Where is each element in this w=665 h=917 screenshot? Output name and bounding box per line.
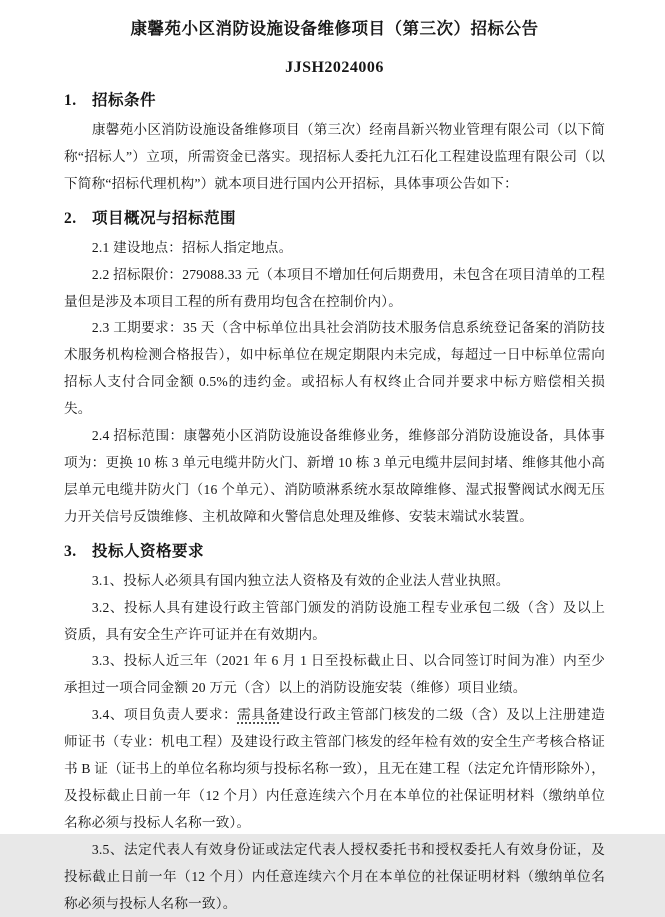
paragraph-3-1-legal-entity: 3.1、投标人必须具有国内独立法人资格及有效的企业法人营业执照。: [91, 572, 510, 588]
paragraph-3-4-rest: 建设行政主管部门核发的二级（含）及以上注册建造师证书（专业：机电工程）及建设行政主管部门核发的经年检有效的安全生产考核合格证书 B 证（证书上的单位名称均须与投标名称一致），且无在建工程（法定允许情形除外），及投标截止日前一年（12 个月）内任意连续六个月在本单位的社保证明材料（缴纳单位名称必须与投标人名称一致）。: [64, 707, 605, 830]
section-heading-3: [64, 538, 605, 565]
paragraph-3-3-track-record: 3.3、投标人近三年（2021 年 6 月 1 日至投标截止日、以合同签订时间为准）内至少承担过一项合同金额 20 万元（含）以上的消防设施安装（维修）项目业绩。: [64, 653, 605, 696]
paragraph-3-4-project-manager: [64, 702, 605, 837]
paragraph-3-5-legal-representative: 3.5、法定代表人有效身份证或法定代表人授权委托书和授权委托人有效身份证，及投标截止日前一年（12 个月）内任意连续六个月在本单位的社保证明材料（缴纳单位名称必须与投标人名称一致）。: [64, 841, 605, 911]
paragraph-3-2-qualification: 3.2、投标人具有建设行政主管部门颁发的消防设施工程专业承包二级（含）及以上资质，具有安全生产许可证并在有效期内。: [64, 599, 605, 642]
section-title: 项目概况与招标范围: [92, 209, 237, 227]
document-title: 康馨苑小区消防设施设备维修项目（第三次）招标公告: [130, 19, 539, 38]
section-title: 投标人资格要求: [92, 542, 205, 560]
section-heading-1: [64, 87, 605, 114]
paragraph-tender-conditions: 康馨苑小区消防设施设备维修项目（第三次）经南昌新兴物业管理有限公司（以下简称“招标人”）立项，所需资金已落实。现招标人委托九江石化工程建设监理有限公司（以下简称“招标代理机构”）就本项目进行国内公开招标，具体事项公告如下：: [64, 122, 605, 191]
section-number: 1.: [64, 92, 77, 109]
paragraph-2-1-location: 2.1 建设地点：招标人指定地点。: [91, 239, 293, 255]
paragraph-3-4-underlined-text: 需具备: [237, 707, 280, 723]
section-number: 3.: [64, 542, 77, 560]
paragraph-2-2-price-limit: 2.2 招标限价：279088.33 元（本项目不增加任何后期费用，未包含在项目清单的工程量但是涉及本项目工程的所有费用均包含在控制价内）。: [64, 266, 605, 309]
section-heading-2: [64, 205, 605, 232]
document-number: JJSH2024006: [285, 59, 384, 76]
paragraph-2-3-schedule: 2.3 工期要求：35 天（含中标单位出具社会消防技术服务信息系统登记备案的消防技术服务机构检测合格报告），如中标单位在规定期限内未完成，每超过一日中标单位需向招标人支付合同金额 0.5%的违约金。或招标人有权终止合同并要求中标方赔偿相关损失。: [64, 320, 605, 417]
section-title: 招标条件: [92, 92, 157, 109]
section-number: 2.: [64, 209, 77, 227]
paragraph-2-4-scope: 2.4 招标范围：康馨苑小区消防设施设备维修业务，维修部分消防设施设备，具体事项为：更换 10 栋 3 单元电缆井防火门、新增 10 栋 3 单元电缆井层间封堵、维修其他小高层单元电缆井防火门（16 个单元）、消防喷淋系统水泵故障维修、湿式报警阀试水阀无压力开关信号反馈维修、主机故障和火警信息处理及维修、安装末端试水装置。: [64, 428, 605, 524]
paragraph-3-4-prefix: 3.4、项目负责人要求：: [91, 707, 238, 723]
